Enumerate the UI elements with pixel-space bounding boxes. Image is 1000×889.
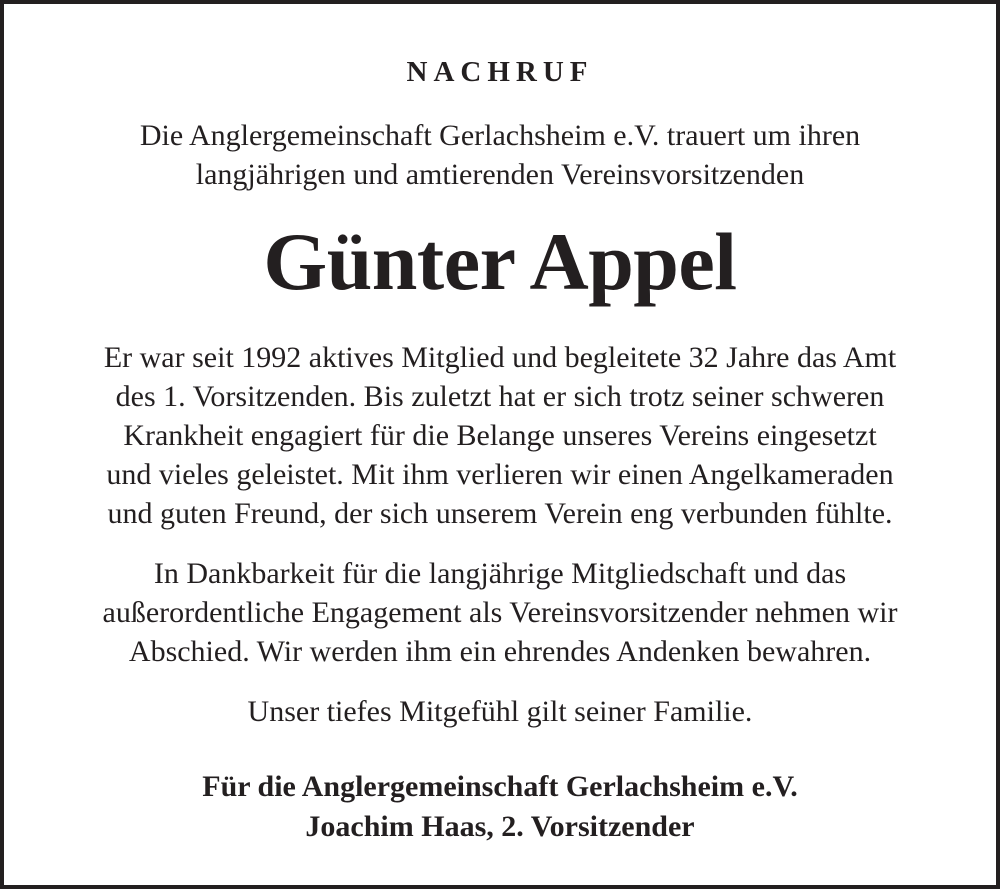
paragraph-line: Er war seit 1992 aktives Mitglied und begleitete 32 Jahre das Amt [103,341,897,374]
paragraph-line: Abschied. Wir werden ihm ein ehrendes Andenken bewahren. [128,635,872,668]
condolence-line: Unser tiefes Mitgefühl gilt seiner Familie. [247,695,753,728]
paragraph-line: Krankheit engagiert für die Belange unseres Vereins eingesetzt [123,419,877,452]
signature-line: Für die Anglergemeinschaft Gerlachsheim e.V. [202,770,798,803]
paragraph-line: und guten Freund, der sich unserem Verein eng verbunden fühlte. [107,497,893,530]
tribute-paragraph [44,338,956,533]
deceased-name: Günter Appel [263,216,737,307]
signature-line: Joachim Haas, 2. Vorsitzender [305,810,695,843]
paragraph-line: außerordentliche Engagement als Vereinsvorsitzender nehmen wir [102,596,898,629]
intro-text [4,116,996,194]
notice-heading: NACHRUF [406,56,594,88]
paragraph-line: des 1. Vorsitzenden. Bis zuletzt hat er sich trotz seiner schweren [115,380,885,413]
signature-block [4,767,996,847]
paragraph-line: In Dankbarkeit für die langjährige Mitgliedschaft und das [153,557,847,590]
intro-line: Die Anglergemeinschaft Gerlachsheim e.V. trauert um ihren [139,119,861,152]
paragraph-line: und vieles geleistet. Mit ihm verlieren wir einen Angelkameraden [106,458,894,491]
intro-line: langjährigen und amtierenden Vereinsvorsitzenden [195,158,805,191]
gratitude-paragraph [44,554,956,671]
